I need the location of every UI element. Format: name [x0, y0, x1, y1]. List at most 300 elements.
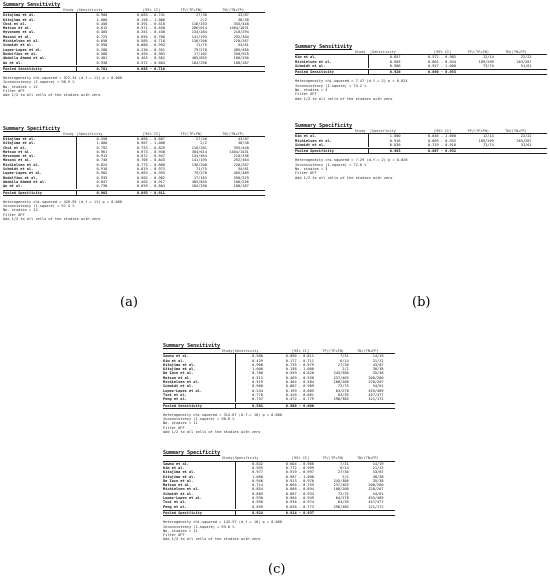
row-value: 210/236	[233, 154, 249, 159]
row-value: 43/87	[237, 136, 249, 141]
row-value: 0.659 - 0.804	[136, 184, 165, 189]
row-value: 43/87	[237, 13, 249, 18]
pooled-value: 0.867 - 0.932	[427, 149, 457, 154]
pooled-value: 0.914 - 0.937	[285, 510, 314, 515]
pooled-label: Pooled Specificity	[163, 510, 202, 515]
study-name: Abdalla Ahmed et al.	[3, 56, 47, 61]
row-value: 355/448	[233, 21, 249, 26]
row-value: 292/364	[233, 34, 249, 39]
study-name: Kim et al.	[163, 465, 185, 470]
row-value: 0.199 - 0.805	[285, 388, 314, 393]
pooled-value	[207, 191, 249, 195]
row-value: 2/2	[200, 141, 207, 146]
column-divider	[76, 67, 77, 71]
row-value: 0.558	[96, 136, 108, 141]
pooled-label: Pooled Specificity	[295, 149, 334, 154]
column-header: TP/(TP+FN)	[180, 131, 203, 136]
row-value: 0.807 - 0.933	[285, 491, 314, 496]
pooled-value	[456, 70, 494, 74]
footnote-line: Heterogeneity chi-squared = 314.67 (d.f.= 10) p = 0.000	[163, 412, 282, 417]
column-divider	[235, 404, 236, 408]
pooled-value: 0.561	[252, 403, 263, 408]
study-name: Tsoi et al.	[163, 392, 187, 397]
row-value: 54/61	[372, 384, 384, 389]
row-value: 200/280	[368, 375, 384, 380]
row-value: 455/489	[368, 388, 384, 393]
column-header: |Sensitivity	[76, 8, 103, 12]
study-name: De Iaco et al.	[163, 371, 194, 376]
pooled-value: 0.701	[96, 66, 108, 71]
footnote-line: Filter OFF	[3, 212, 25, 217]
row-value: 292/364	[233, 158, 249, 163]
footnote-line: No. studies = 11	[163, 421, 198, 426]
row-value: 0.746	[96, 158, 108, 163]
row-value: 0.872 - 0.947	[136, 154, 165, 159]
row-value: 38/38	[237, 141, 249, 146]
footnote-line: No. studies = 12	[3, 84, 38, 89]
row-value: 17/182	[193, 51, 207, 56]
study-name: Choi et al.	[3, 145, 27, 150]
row-value: 189/209	[478, 59, 494, 64]
row-value: 0.982	[96, 171, 108, 176]
study-name: Rodolfino et al.	[3, 175, 38, 180]
column-header: [95% CI]	[291, 349, 310, 353]
column-header: [95% CI]	[291, 456, 310, 461]
study-name: Michielsen et al.	[163, 487, 200, 492]
column-divider	[368, 143, 369, 147]
row-value: 0.861 - 0.944	[427, 59, 457, 64]
column-header: Study	[354, 50, 366, 54]
row-value: 0.403 - 0.562	[136, 56, 165, 61]
study-name: Matsuo et al.	[3, 149, 32, 154]
row-value: 0.472 - 0.779	[285, 397, 314, 402]
table-row	[295, 64, 547, 68]
row-value: 71/75	[196, 43, 207, 48]
row-value: 0.719 - 0.918	[427, 142, 457, 147]
row-value: 1404/1631	[229, 26, 249, 31]
panel-b-sensitivity-block	[295, 44, 547, 101]
row-value: 0.935	[96, 175, 108, 180]
row-value: 1404/1431	[229, 149, 249, 154]
column-header: [95% CI]	[142, 8, 161, 12]
row-value: 7/31	[340, 461, 349, 466]
column-header: [95% CI]	[433, 128, 452, 133]
row-value: 304/614	[191, 149, 207, 154]
table-row	[163, 505, 395, 509]
footnote-line: Inconsistency (I-square) = 97.4 %	[3, 204, 75, 209]
row-value: 0.869 - 0.942	[427, 138, 457, 143]
row-value: 220/267	[233, 39, 249, 44]
row-value: 0.900	[96, 13, 108, 18]
row-value: 12/14	[482, 134, 494, 139]
row-value: 1.000	[96, 141, 108, 146]
footnote-line: Add 1/2 to all cells of the studies with zero	[295, 175, 393, 180]
row-value: 355/448	[233, 145, 249, 150]
pooled-label: Pooled Sensitivity	[3, 66, 42, 71]
row-value: 0.900	[252, 362, 263, 367]
row-value: 0.907 - 1.000	[285, 474, 314, 479]
footnote-line: Add 1/2 to all cells of the studies with zero	[295, 96, 393, 101]
study-name: Masoni et al.	[3, 158, 32, 163]
row-value: 358/925	[233, 51, 249, 56]
row-value: 0.780	[252, 371, 263, 376]
study-name: Schmidt et al.	[163, 384, 194, 389]
row-value: 0.158 - 1.000	[285, 367, 314, 372]
row-value: 51/61	[520, 63, 532, 68]
column-header: |Specificity	[76, 131, 103, 136]
study-name: Kim et al.	[163, 358, 185, 363]
row-value: 0.585 - 0.718	[136, 39, 165, 44]
row-value: 0.571 - 0.648	[136, 26, 165, 31]
row-value: 0.773 - 0.868	[136, 162, 165, 167]
row-value: 0.918	[96, 167, 108, 172]
pooled-value: 0.890 - 0.953	[427, 70, 457, 75]
row-value: 184/290	[191, 184, 207, 189]
study-name: Sawnu et al.	[163, 354, 189, 359]
row-value: 228/267	[368, 487, 384, 492]
column-divider	[235, 505, 236, 509]
footnote-line: Filter OFF	[163, 425, 185, 430]
study-name: Abdalla Ahmed et al.	[3, 179, 47, 184]
study-name: Sawnu et al.	[163, 461, 189, 466]
row-value: 0.887 - 0.989	[285, 384, 314, 389]
row-value: 2/2	[342, 474, 349, 479]
panel-a-specificity-block	[3, 126, 265, 222]
row-value: 200/280	[368, 483, 384, 488]
row-value: 180/256	[233, 56, 249, 61]
pooled-label: Pooled Sensitivity	[163, 403, 202, 408]
row-value: 0.792	[96, 145, 108, 150]
row-value: 0.559 - 0.820	[285, 371, 314, 376]
column-header: TP/(TP+FN)	[180, 8, 203, 12]
row-value: 54/61	[237, 167, 249, 172]
study-name: Michielsen et al.	[295, 59, 332, 64]
study-name: Lopez-Lopes et al.	[163, 388, 202, 393]
row-value: 0.936 - 0.974	[285, 500, 314, 505]
row-value: 0.612	[96, 26, 108, 31]
column-header: TN/(TN+FP)	[357, 456, 379, 461]
row-value: 358/329	[233, 175, 249, 180]
section-title: Summary Sensitivity	[295, 44, 353, 50]
column-header: |Sensitivity	[232, 349, 259, 353]
row-value: 0.842	[252, 461, 263, 466]
row-value: 116/253	[191, 21, 207, 26]
footnote-line: No. studies = 12	[3, 208, 38, 213]
row-value: 108/208	[333, 487, 349, 492]
section-title: Summary Specificity	[3, 125, 61, 132]
row-value: 0.977	[252, 470, 263, 475]
caption-c: (c)	[268, 562, 286, 577]
row-value: 0.907 - 1.000	[136, 141, 165, 146]
panel-b	[295, 44, 547, 190]
row-value: 0.090 - 0.811	[285, 354, 314, 359]
pooled-value	[456, 149, 494, 153]
row-value: 0.469 - 0.558	[285, 375, 314, 380]
study-name: Rodolfino et al.	[3, 51, 38, 56]
row-value: 189/209	[478, 138, 494, 143]
panel-c-specificity-block	[163, 450, 395, 541]
row-value: 0.930	[252, 496, 263, 501]
row-value: 210/294	[233, 30, 249, 35]
pooled-value: 0.893 - 0.911	[136, 190, 165, 195]
row-value: 298/385	[333, 397, 349, 402]
row-value: 43/87	[372, 470, 384, 475]
study-name: Kim et al.	[295, 55, 317, 60]
study-name: Kitajima et al.	[3, 141, 36, 146]
row-value: 121/172	[368, 504, 384, 509]
study-name: Kitajima et al.	[163, 367, 196, 372]
footnote-line: Inconsistency (I-square) = 73.2 %	[295, 83, 367, 88]
row-value: 0.658	[96, 39, 108, 44]
row-value: 136/206	[191, 39, 207, 44]
pooled-value	[314, 404, 349, 408]
row-value: 27/30	[196, 13, 207, 18]
row-value: 0.819 - 0.973	[136, 167, 165, 172]
row-value: 0.158 - 1.000	[136, 17, 165, 22]
section-title: Summary Specificity	[163, 450, 221, 457]
study-name: Masoni et al.	[3, 34, 32, 39]
row-value: 0.938	[96, 60, 108, 65]
caption-a: (a)	[120, 295, 138, 310]
row-value: 0.860 - 0.687	[136, 136, 165, 141]
column-divider	[76, 191, 77, 195]
study-name: Schmidt et al.	[3, 167, 34, 172]
footnote-line: Add 1/2 to all cells of the studies with zero	[3, 93, 101, 98]
row-value: 21/22	[372, 465, 384, 470]
row-value: 0.960	[252, 384, 263, 389]
row-value: 0.902 - 0.962	[136, 175, 165, 180]
row-value: 0.494 - 0.903	[136, 51, 165, 56]
row-value: 0.955	[252, 465, 263, 470]
row-value: 6/14	[340, 465, 349, 470]
row-value: 485/489	[233, 171, 249, 176]
pooled-value	[207, 67, 249, 71]
row-value: 6/14	[340, 358, 349, 363]
row-value: 1.000	[96, 17, 108, 22]
footnote-line: No. studies = 11	[163, 528, 198, 533]
footnote-line: Heterogeneity chi-squared = 143.57 (d.f.= 10) p = 0.000	[163, 520, 282, 525]
footnote-line: Inconsistency (I-square) = 96.8 %	[163, 417, 235, 422]
row-value: 0.288	[96, 47, 108, 52]
study-name: Matsuo et al.	[163, 375, 192, 380]
row-value: 38/38	[237, 17, 249, 22]
row-value: 141/195	[191, 34, 207, 39]
row-value: 2/2	[200, 17, 207, 22]
row-value: 0.973 - 0.948	[136, 149, 165, 154]
row-value: 116/281	[191, 145, 207, 150]
row-value: 263/287	[516, 138, 532, 143]
pooled-value	[314, 511, 349, 515]
row-value: 405/855	[191, 179, 207, 184]
footnote-line: Filter OFF	[295, 171, 317, 176]
section-title: Summary Specificity	[295, 122, 353, 129]
study-name: Peng et al.	[163, 397, 187, 402]
study-name: Lopez-Lopes et al.	[3, 47, 42, 52]
row-value: 0.986	[389, 63, 401, 68]
column-header: TN/(TN+FP)	[357, 349, 379, 353]
row-value: 0.737	[252, 397, 263, 402]
row-value: 0.706 - 0.843	[136, 158, 165, 163]
row-value: 455/489	[368, 496, 384, 501]
row-value: 0.904 - 0.949	[285, 496, 314, 501]
row-value: 73/74	[482, 63, 494, 68]
row-value: 7/31	[340, 354, 349, 359]
study-name: Matsuo et al.	[3, 26, 32, 31]
row-value: 0.481	[96, 56, 108, 61]
pooled-value	[349, 404, 384, 408]
row-value: 184/290	[191, 60, 207, 65]
study-name: Matsuo et al.	[163, 483, 192, 488]
column-header: Study	[354, 128, 366, 133]
row-value: 0.626 - 0.773	[285, 504, 314, 509]
row-value: 35/38	[372, 478, 384, 483]
pooled-value: 0.903	[389, 149, 401, 154]
row-value: 121/172	[368, 397, 384, 402]
pooled-value: 0.566 - 0.606	[285, 403, 314, 408]
study-name: Kitajima et al.	[163, 362, 196, 367]
row-value: 64/278	[335, 496, 349, 501]
row-value: 245/308	[333, 478, 349, 483]
column-header: TP/(TP+FN)	[322, 349, 344, 353]
column-divider	[235, 511, 236, 515]
column-header: Study	[62, 131, 74, 136]
study-name: Kitajima et al.	[3, 13, 36, 18]
row-value: 12/14	[482, 55, 494, 60]
footnote-line: No. studies = 3	[295, 167, 328, 172]
pooled-value: 0.685 - 0.716	[136, 66, 165, 71]
pooled-label: Pooled Specificity	[3, 190, 42, 195]
footnote-line: Inconsistency (I-square) = 98.9 %	[3, 80, 75, 85]
row-value: 27/40	[196, 136, 207, 141]
study-name: Schmidt et al.	[295, 63, 326, 68]
row-value: 1.000	[389, 134, 401, 139]
caption-b: (b)	[412, 295, 431, 310]
column-header: TP/(TP+FN)	[322, 456, 344, 461]
row-value: 0.429	[252, 358, 263, 363]
row-value: 0.405	[96, 30, 108, 35]
row-value: 0.699	[252, 504, 263, 509]
column-divider	[368, 149, 369, 153]
footnote-line: Filter OFF	[163, 533, 185, 538]
panel-b-specificity-block	[295, 123, 547, 180]
study-name: Lopez-Lopes et al.	[3, 171, 42, 176]
row-value: 228/267	[368, 380, 384, 385]
row-value: 0.770	[252, 392, 263, 397]
row-value: 64/278	[335, 388, 349, 393]
row-value: 0.946	[252, 478, 263, 483]
row-value: 38/38	[372, 474, 384, 479]
study-name: Kitajima et al.	[163, 474, 196, 479]
row-value: 136/208	[191, 162, 207, 167]
row-value: 14/19	[372, 461, 384, 466]
row-value: 0.847	[96, 179, 108, 184]
row-value: 1.000	[252, 474, 263, 479]
footnote-line: Inconsistency (I-square) = 72.6 %	[295, 162, 367, 167]
row-value: 22/22	[520, 134, 532, 139]
row-value: 0.683 - 0.741	[136, 13, 165, 18]
row-value: 72/75	[337, 491, 349, 496]
row-value: 0.655 - 0.780	[136, 34, 165, 39]
row-value: 0.735 - 0.979	[285, 362, 314, 367]
panel-a	[3, 2, 265, 231]
pooled-value	[349, 511, 384, 515]
study-name: Michielsen et al.	[163, 380, 200, 385]
row-value: 0.857	[389, 55, 401, 60]
row-value: 0.836	[389, 142, 401, 147]
pooled-value: 0.902	[96, 190, 108, 195]
row-value: 0.464 - 0.584	[285, 380, 314, 385]
row-value: 79/278	[193, 47, 207, 52]
column-header: Study	[221, 456, 233, 461]
footnote-line: Filter OFF	[3, 89, 25, 94]
table-row	[163, 397, 395, 401]
row-value: 180/256	[233, 179, 249, 184]
row-value: 0.604 - 0.966	[285, 461, 314, 466]
row-value: 0.512	[252, 375, 263, 380]
pooled-value	[494, 70, 532, 74]
pooled-value: 0.926	[389, 70, 401, 75]
row-value: 220/267	[233, 162, 249, 167]
section-title: Summary Sensitivity	[163, 343, 221, 349]
row-value: 485/485	[233, 47, 249, 52]
footnote-line: Heterogeneity chi-squared = 420.95 (d.f.= 11) p = 0.000	[3, 199, 122, 204]
row-value: 188/187	[233, 60, 249, 65]
row-value: 38/38	[372, 367, 384, 372]
row-value: 0.919 - 0.997	[285, 470, 314, 475]
row-value: 54/61	[237, 43, 249, 48]
column-header: Study	[221, 349, 233, 353]
row-value: 263/287	[516, 59, 532, 64]
row-value: 141/195	[191, 158, 207, 163]
study-name: Schmidt et al.	[295, 142, 326, 147]
pooled-value: 0.924	[252, 510, 263, 515]
row-value: 0.664 - 0.755	[285, 483, 314, 488]
row-value: 188/187	[233, 184, 249, 189]
row-value: 0.426 - 0.861	[285, 392, 314, 397]
study-name: An et al.	[3, 184, 23, 189]
column-divider	[235, 397, 236, 401]
row-value: 0.961	[96, 149, 108, 154]
row-value: 21/22	[372, 358, 384, 363]
row-value: 0.723	[96, 34, 108, 39]
row-value: 0.905	[389, 59, 401, 64]
row-value: 51/61	[520, 142, 532, 147]
study-name: Michielsen et al.	[295, 138, 332, 143]
row-value: 0.913 - 0.970	[285, 478, 314, 483]
row-value: 0.580	[96, 51, 108, 56]
row-value: 405/855	[191, 56, 207, 61]
row-value: 237/463	[333, 375, 349, 380]
row-value: 0.351 - 0.430	[136, 30, 165, 35]
table-row	[3, 184, 265, 188]
pooled-value	[165, 191, 207, 195]
study-name: Schmidt et al.	[163, 491, 194, 496]
row-value: 64/39	[337, 500, 349, 505]
column-header: TN/(TN+FP)	[222, 131, 244, 136]
row-value: 206/614	[191, 26, 207, 31]
footnote-line: Add 1/2 to all cells of the studies with zero	[163, 430, 261, 435]
row-value: 0.391 - 0.518	[136, 21, 165, 26]
row-value: 64/39	[337, 392, 349, 397]
row-value: 14/19	[372, 354, 384, 359]
row-value: 0.572 - 0.684	[136, 60, 165, 65]
row-value: 0.458	[96, 21, 108, 26]
row-value: 0.753 - 0.829	[136, 145, 165, 150]
row-value: 22/22	[520, 55, 532, 60]
column-header: TN/(TN+FP)	[505, 50, 527, 54]
row-value: 245/308	[333, 371, 349, 376]
section-title: Summary Sensitivity	[3, 2, 61, 8]
